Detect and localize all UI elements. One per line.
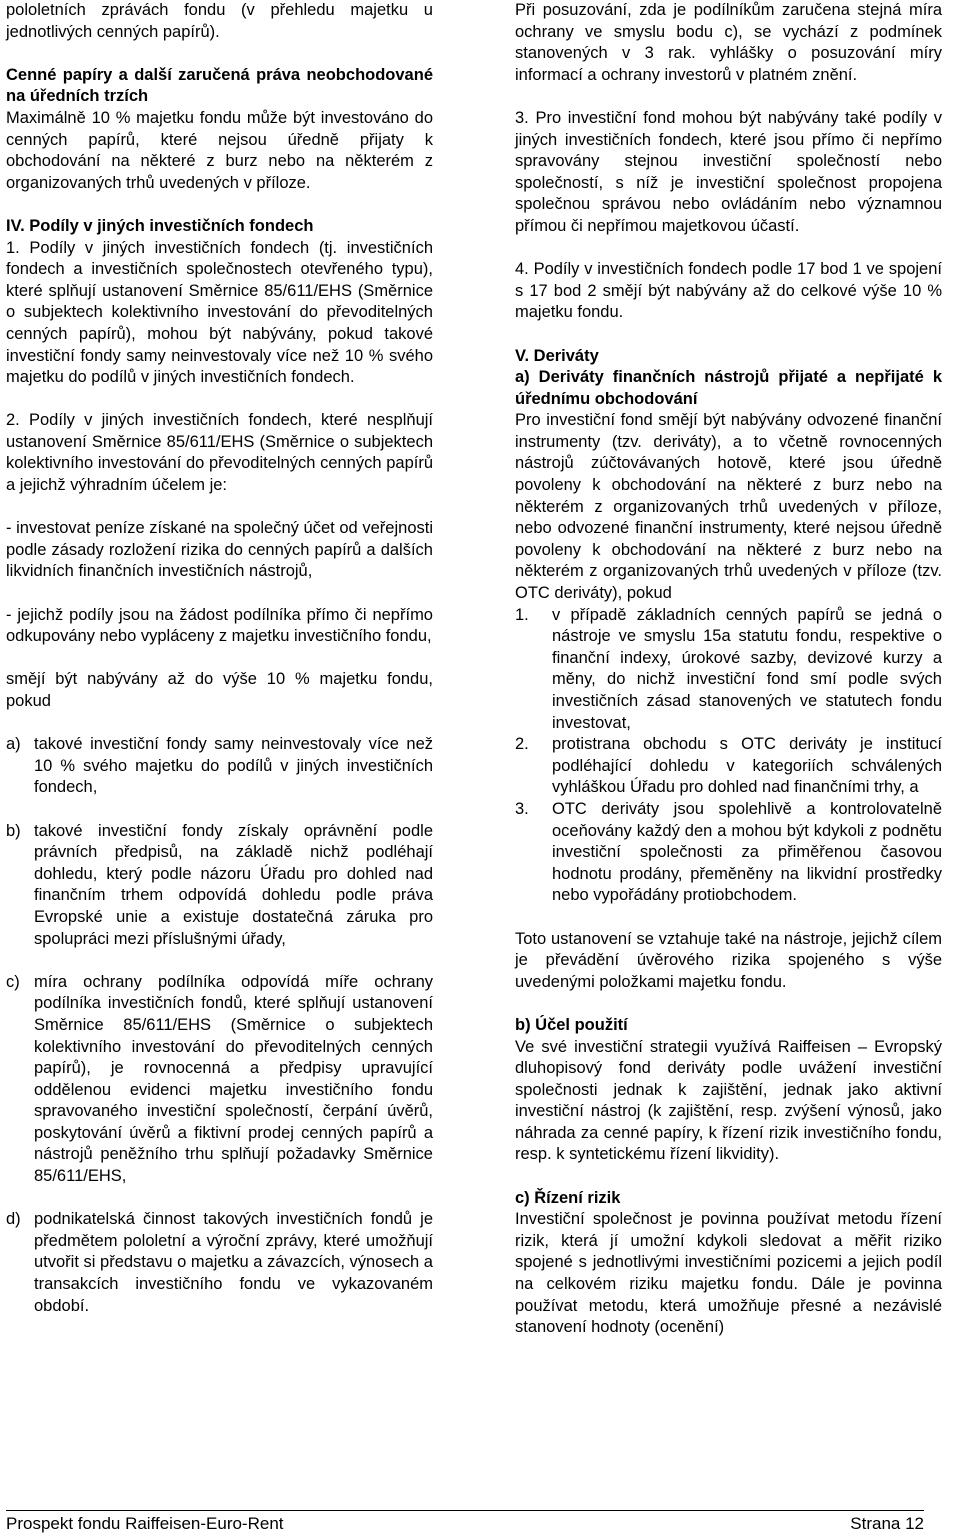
numbered-item-2	[515, 734, 942, 799]
list-label: 2.	[515, 735, 529, 754]
section-vc-heading: c) Řízení rizik	[515, 1188, 621, 1207]
right-column	[515, 0, 942, 1339]
section-v-heading: V. Deriváty	[515, 346, 599, 365]
list-text: míra ochrany podílníka odpovídá míře ochrany podílníka investičních fondů, které splňují ustanovení Směrnice 85/611/EHS (Směrnice o subjektech kolektivního investování do převoditelných cenných papírů), je rovnocenná a předpisy upravující oddělenou evidenci majetku investičního fondu spravovaného investiční společností, čerpání úvěrů, poskytování úvěrů a fiktivní prodej cenných papírů a nástrojů peněžního trhu splňují požadavky Směrnice 85/611/EHS,	[34, 972, 433, 1186]
vb-paragraph: Ve své investiční strategii využívá Raiffeisen – Evropský dluhopisový fond deriváty podle uvážení investiční společnosti jednak k zajištění, jednak jako aktivní investiční nástroj (k zajištění, resp. zvýšení výnosů, jako náhrada za cenné papíry, k řízení rizik investičního fondu, resp. k syntetickému řízení likvidity).	[515, 1037, 942, 1164]
list-text: podnikatelská činnost takových investičních fondů je předmětem pololetní a výroční zprávy, které umožňují utvořit si představu o majetku a závazcích, výnosech a transakcích investičního fondu ve vykazovaném období.	[34, 1210, 433, 1315]
iv-point-1: 1. Podíly v jiných investičních fondech (tj. investičních fondech a investičních společnostech otevřeného typu), které splňují ustanovení Směrnice 85/611/EHS (Směrnice o subjektech kolektivního investování do převoditelných cenných papírů), mohou být nabývány, pokud takové investiční fondy samy neinvestovaly více než 10 % svého majetku do podílů v jiných investičních fondech.	[6, 238, 433, 387]
iv-point-4: 4. Podíly v investičních fondech podle 17 bod 1 ve spojení s 17 bod 2 smějí být nabývány až do celkové výše 10 % majetku fondu.	[515, 260, 942, 322]
list-label: c)	[6, 972, 20, 991]
section-va-heading: a) Deriváty finančních nástrojů přijaté a nepřijaté k úřednímu obchodování	[515, 368, 942, 408]
list-text: v případě základních cenných papírů se jedná o nástroje ve smyslu 15a statutu fondu, respektive o finanční indexy, úrokové sazby, devizové kurzy a měny, do nichž investiční fond smí podle svých investičních zásad stanovených ve statutech fondu investovat,	[552, 605, 942, 732]
list-item-a	[6, 734, 433, 799]
vc-paragraph: Investiční společnost je povinna používat metodu řízení rizik, která jí umožní kdykoli sledovat a měřit riziko spojené s jednotlivými investičními pozicemi a jejich podíl na celkovém riziku majetku fondu. Dále je povinna používat metodu, která umožňuje přesné a nezávislé stanovení hodnoty (ocenění)	[515, 1210, 942, 1337]
page-number: Strana 12	[850, 1514, 924, 1533]
numbered-item-3	[515, 799, 942, 907]
list-text: takové investiční fondy získaly oprávnění podle právních předpisů, na základě nichž podléhají dohledu, který podle názoru Úřadu pro dohled nad finančním trhem odpovídá dohledu podle práva Evropské unie a existuje dostatečná záruka pro spolupráci mezi příslušnými úřady,	[34, 821, 433, 948]
list-text: protistrana obchodu s OTC deriváty je institucí podléhající dohledu v kategoriích schválených vyhláškou Úřadu pro dohled nad finančními trhy, a	[552, 735, 942, 797]
dash-item-2: - jejichž podíly jsou na žádost podílníka přímo či nepřímo odkupovány nebo vypláceny z majetku investičního fondu,	[6, 605, 433, 646]
intro-paragraph: pololetních zprávách fondu (v přehledu majetku u jednotlivých cenných papírů).	[6, 1, 433, 41]
unlisted-heading: Cenné papíry a další zaručená práva neobchodované na úředních trzích	[6, 65, 433, 106]
unlisted-paragraph: Maximálně 10 % majetku fondu může být investováno do cenných papírů, které nejsou úředně přijaty k obchodování na některé z burz nebo na některém z organizovaných trhů uvedených v příloze.	[6, 108, 433, 192]
section-iv-heading: IV. Podíly v jiných investičních fondech	[6, 216, 314, 235]
list-label: b)	[6, 821, 21, 840]
list-text: OTC deriváty jsou spolehlivě a kontrolovatelně oceňovány každý den a mohou být kdykoli z podnětu investiční společnosti za přiměřenou časovou hodnotu prodány, přeměněny na likvidní prostředky nebo vypořádány protiobchodem.	[552, 799, 942, 905]
list-item-c	[6, 972, 433, 1188]
page-footer	[6, 1510, 924, 1535]
section-vb-heading: b) Účel použití	[515, 1015, 628, 1034]
list-item-b	[6, 821, 433, 951]
left-column	[6, 0, 433, 1317]
numbered-item-1	[515, 605, 942, 735]
list-label: 3.	[515, 799, 529, 818]
list-text: takové investiční fondy samy neinvestovaly více než 10 % svého majetku do podílů v jiných investičních fondech,	[34, 735, 433, 797]
iv-point-3: 3. Pro investiční fond mohou být nabývány také podíly v jiných investičních fondech, které jsou přímo či nepřímo spravovány stejnou investiční společností nebo společností, s níž je investiční společnost propojena společnou správou nebo ovládáním nebo významnou přímou či nepřímou majetkovou účastí.	[515, 108, 942, 235]
va-paragraph: Pro investiční fond smějí být nabývány odvozené finanční instrumenty (tzv. deriváty), a to včetně rovnocenných nástrojů zúčtovávaných hotově, které jsou úředně povoleny k obchodování na některé z burz nebo na některém z organizovaných trhů uvedených v příloze, nebo odvozené finanční instrumenty, které nejsou úředně povoleny k obchodování na některé z burz nebo na některém z organizovaných trhů uvedených v příloze (tzv. OTC deriváty), pokud	[515, 411, 942, 603]
dash-item-1: - investovat peníze získané na společný účet od veřejnosti podle zásady rozložení rizika do cenných papírů a dalších likvidních finančních investičních nástrojů,	[6, 519, 433, 581]
footer-title: Prospekt fondu Raiffeisen-Euro-Rent	[6, 1514, 284, 1533]
iv-point-2: 2. Podíly v jiných investičních fondech, které nesplňují ustanovení Směrnice 85/611/EHS (Směrnice o subjektech kolektivního investování do převoditelných cenných papírů a jejichž výhradním účelem je:	[6, 411, 433, 495]
list-item-d	[6, 1209, 433, 1317]
list-label: d)	[6, 1210, 21, 1229]
toto-paragraph: Toto ustanovení se vztahuje také na nástroje, jejichž cílem je převádění úvěrového rizika spojeného s výše uvedenými položkami majetku fondu.	[515, 929, 942, 991]
limit-paragraph: smějí být nabývány až do výše 10 % majetku fondu, pokud	[6, 670, 433, 710]
list-label: a)	[6, 735, 21, 754]
continuation-paragraph: Při posuzování, zda je podílníkům zaručena stejná míra ochrany ve smyslu bodu c), se vychází z podmínek stanovených v 3 rak. vyhlášky o posuzování míry informací a ochrany investorů v platném znění.	[515, 1, 942, 84]
list-label: 1.	[515, 605, 529, 624]
